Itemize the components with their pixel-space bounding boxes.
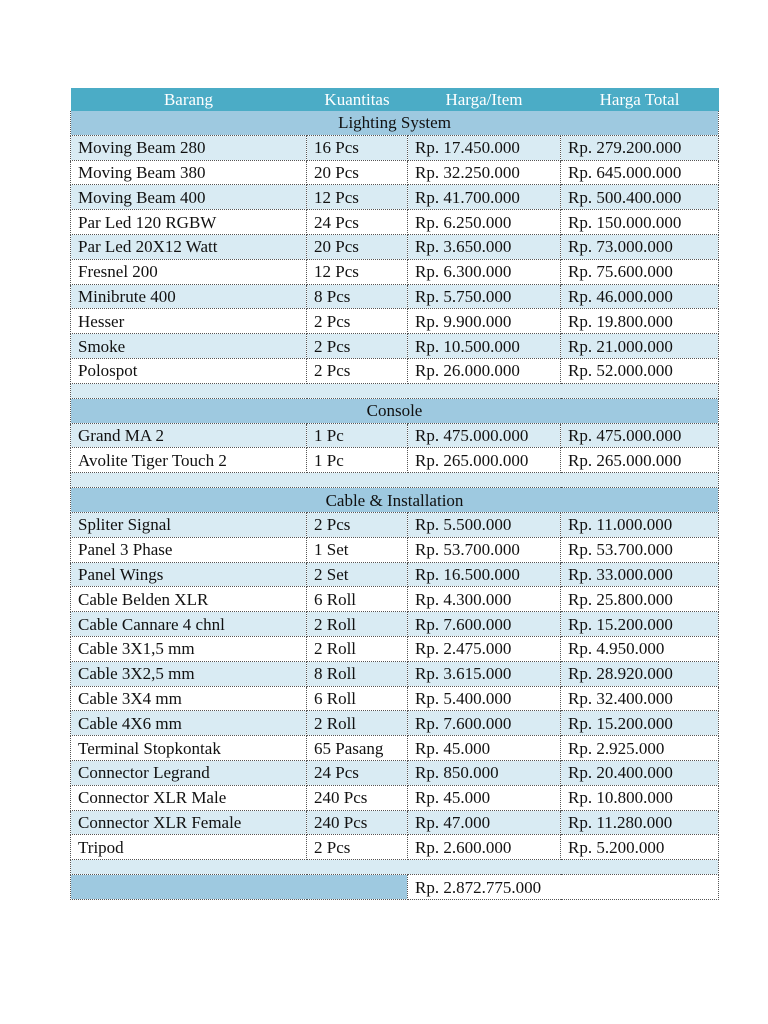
item-name-cell: Connector XLR Female	[71, 810, 307, 835]
item-name-cell: Cable 3X2,5 mm	[71, 661, 307, 686]
item-name-cell: Cable 3X1,5 mm	[71, 636, 307, 661]
total-price-cell: Rp. 21.000.000	[561, 334, 719, 359]
table-row	[71, 537, 719, 562]
total-price-cell: Rp. 279.200.000	[561, 135, 719, 160]
quantity-cell: 240 Pcs	[307, 810, 408, 835]
unit-price-cell: Rp. 2.475.000	[408, 636, 561, 661]
item-name-cell: Par Led 20X12 Watt	[71, 234, 307, 259]
spacer-row	[71, 473, 719, 488]
item-name-cell: Smoke	[71, 334, 307, 359]
item-name-cell: Avolite Tiger Touch 2	[71, 448, 307, 473]
unit-price-cell: Rp. 475.000.000	[408, 423, 561, 448]
unit-price-cell: Rp. 5.500.000	[408, 512, 561, 537]
item-name-cell: Grand MA 2	[71, 423, 307, 448]
total-price-cell: Rp. 75.600.000	[561, 259, 719, 284]
unit-price-cell: Rp. 3.650.000	[408, 234, 561, 259]
total-price-cell: Rp. 19.800.000	[561, 309, 719, 334]
quantity-cell: 12 Pcs	[307, 259, 408, 284]
item-name-cell: Cable Cannare 4 chnl	[71, 612, 307, 637]
item-name-cell: Cable 3X4 mm	[71, 686, 307, 711]
quantity-cell: 20 Pcs	[307, 160, 408, 185]
quantity-cell: 8 Roll	[307, 661, 408, 686]
quantity-cell: 24 Pcs	[307, 760, 408, 785]
section-title: Lighting System	[71, 111, 719, 135]
total-price-cell: Rp. 4.950.000	[561, 636, 719, 661]
header-row	[71, 88, 719, 111]
quantity-cell: 2 Pcs	[307, 835, 408, 860]
total-price-cell: Rp. 475.000.000	[561, 423, 719, 448]
table-row	[71, 423, 719, 448]
item-name-cell: Panel 3 Phase	[71, 537, 307, 562]
item-name-cell: Minibrute 400	[71, 284, 307, 309]
section-title: Cable & Installation	[71, 488, 719, 513]
table-row	[71, 512, 719, 537]
unit-price-cell: Rp. 17.450.000	[408, 135, 561, 160]
quantity-cell: 1 Pc	[307, 448, 408, 473]
unit-price-cell: Rp. 32.250.000	[408, 160, 561, 185]
unit-price-cell: Rp. 265.000.000	[408, 448, 561, 473]
table-row	[71, 785, 719, 810]
total-price-cell: Rp. 52.000.000	[561, 358, 719, 383]
total-price-cell: Rp. 11.280.000	[561, 810, 719, 835]
table-row	[71, 358, 719, 383]
item-name-cell: Fresnel 200	[71, 259, 307, 284]
table-row	[71, 160, 719, 185]
table-row	[71, 810, 719, 835]
total-price-cell: Rp. 15.200.000	[561, 612, 719, 637]
header-harga-item: Harga/Item	[408, 88, 561, 111]
quantity-cell: 6 Roll	[307, 587, 408, 612]
item-name-cell: Cable 4X6 mm	[71, 711, 307, 736]
unit-price-cell: Rp. 5.750.000	[408, 284, 561, 309]
unit-price-cell: Rp. 6.300.000	[408, 259, 561, 284]
table-row	[71, 835, 719, 860]
quantity-cell: 2 Pcs	[307, 309, 408, 334]
unit-price-cell: Rp. 5.400.000	[408, 686, 561, 711]
header-harga-total: Harga Total	[561, 88, 719, 111]
table-row	[71, 636, 719, 661]
table-row	[71, 562, 719, 587]
spacer-row	[71, 383, 719, 398]
price-table-body	[71, 88, 719, 899]
unit-price-cell: Rp. 53.700.000	[408, 537, 561, 562]
unit-price-cell: Rp. 41.700.000	[408, 185, 561, 210]
section-title-row	[71, 111, 719, 135]
item-name-cell: Spliter Signal	[71, 512, 307, 537]
spacer-cell	[71, 383, 719, 398]
total-price-cell: Rp. 2.925.000	[561, 736, 719, 761]
total-price-cell: Rp. 15.200.000	[561, 711, 719, 736]
quantity-cell: 2 Pcs	[307, 334, 408, 359]
total-price-cell: Rp. 53.700.000	[561, 537, 719, 562]
header-barang: Barang	[71, 88, 307, 111]
unit-price-cell: Rp. 26.000.000	[408, 358, 561, 383]
table-row	[71, 210, 719, 235]
table-row	[71, 736, 719, 761]
total-price-cell: Rp. 645.000.000	[561, 160, 719, 185]
unit-price-cell: Rp. 45.000	[408, 785, 561, 810]
quantity-cell: 16 Pcs	[307, 135, 408, 160]
item-name-cell: Cable Belden XLR	[71, 587, 307, 612]
header-kuantitas: Kuantitas	[307, 88, 408, 111]
total-price-cell: Rp. 20.400.000	[561, 760, 719, 785]
quantity-cell: 2 Roll	[307, 711, 408, 736]
grand-total-row	[71, 875, 719, 900]
table-row	[71, 284, 719, 309]
item-name-cell: Connector XLR Male	[71, 785, 307, 810]
quantity-cell: 2 Roll	[307, 636, 408, 661]
table-row	[71, 448, 719, 473]
item-name-cell: Moving Beam 280	[71, 135, 307, 160]
quantity-cell: 12 Pcs	[307, 185, 408, 210]
unit-price-cell: Rp. 16.500.000	[408, 562, 561, 587]
table-row	[71, 760, 719, 785]
grand-total-label-cell	[71, 875, 408, 900]
total-price-cell: Rp. 10.800.000	[561, 785, 719, 810]
total-price-cell: Rp. 73.000.000	[561, 234, 719, 259]
section-title-row	[71, 398, 719, 423]
unit-price-cell: Rp. 6.250.000	[408, 210, 561, 235]
quantity-cell: 1 Pc	[307, 423, 408, 448]
table-row	[71, 612, 719, 637]
item-name-cell: Moving Beam 380	[71, 160, 307, 185]
total-price-cell: Rp. 28.920.000	[561, 661, 719, 686]
quantity-cell: 2 Set	[307, 562, 408, 587]
unit-price-cell: Rp. 10.500.000	[408, 334, 561, 359]
table-row	[71, 234, 719, 259]
table-row	[71, 587, 719, 612]
total-price-cell: Rp. 25.800.000	[561, 587, 719, 612]
unit-price-cell: Rp. 7.600.000	[408, 711, 561, 736]
unit-price-cell: Rp. 850.000	[408, 760, 561, 785]
quantity-cell: 20 Pcs	[307, 234, 408, 259]
item-name-cell: Tripod	[71, 835, 307, 860]
spacer-cell	[71, 473, 719, 488]
section-title-row	[71, 488, 719, 513]
item-name-cell: Polospot	[71, 358, 307, 383]
total-price-cell: Rp. 5.200.000	[561, 835, 719, 860]
unit-price-cell: Rp. 9.900.000	[408, 309, 561, 334]
item-name-cell: Connector Legrand	[71, 760, 307, 785]
unit-price-cell: Rp. 45.000	[408, 736, 561, 761]
quantity-cell: 2 Pcs	[307, 512, 408, 537]
table-row	[71, 711, 719, 736]
quantity-cell: 1 Set	[307, 537, 408, 562]
item-name-cell: Hesser	[71, 309, 307, 334]
total-price-cell: Rp. 32.400.000	[561, 686, 719, 711]
table-row	[71, 259, 719, 284]
table-row	[71, 185, 719, 210]
table-row	[71, 661, 719, 686]
total-price-cell: Rp. 46.000.000	[561, 284, 719, 309]
quantity-cell: 240 Pcs	[307, 785, 408, 810]
quantity-cell: 24 Pcs	[307, 210, 408, 235]
unit-price-cell: Rp. 47.000	[408, 810, 561, 835]
grand-total-value: Rp. 2.872.775.000	[408, 875, 719, 900]
quantity-cell: 6 Roll	[307, 686, 408, 711]
total-price-cell: Rp. 150.000.000	[561, 210, 719, 235]
quantity-cell: 65 Pasang	[307, 736, 408, 761]
total-price-cell: Rp. 265.000.000	[561, 448, 719, 473]
table-row	[71, 334, 719, 359]
quantity-cell: 8 Pcs	[307, 284, 408, 309]
spacer-row	[71, 860, 719, 875]
table-row	[71, 686, 719, 711]
total-price-cell: Rp. 33.000.000	[561, 562, 719, 587]
item-name-cell: Par Led 120 RGBW	[71, 210, 307, 235]
quantity-cell: 2 Pcs	[307, 358, 408, 383]
item-name-cell: Panel Wings	[71, 562, 307, 587]
section-title: Console	[71, 398, 719, 423]
quantity-cell: 2 Roll	[307, 612, 408, 637]
unit-price-cell: Rp. 7.600.000	[408, 612, 561, 637]
table-row	[71, 309, 719, 334]
unit-price-cell: Rp. 3.615.000	[408, 661, 561, 686]
table-row	[71, 135, 719, 160]
total-price-cell: Rp. 500.400.000	[561, 185, 719, 210]
item-name-cell: Moving Beam 400	[71, 185, 307, 210]
unit-price-cell: Rp. 4.300.000	[408, 587, 561, 612]
total-price-cell: Rp. 11.000.000	[561, 512, 719, 537]
unit-price-cell: Rp. 2.600.000	[408, 835, 561, 860]
item-name-cell: Terminal Stopkontak	[71, 736, 307, 761]
spacer-cell	[71, 860, 719, 875]
price-table	[70, 88, 719, 900]
